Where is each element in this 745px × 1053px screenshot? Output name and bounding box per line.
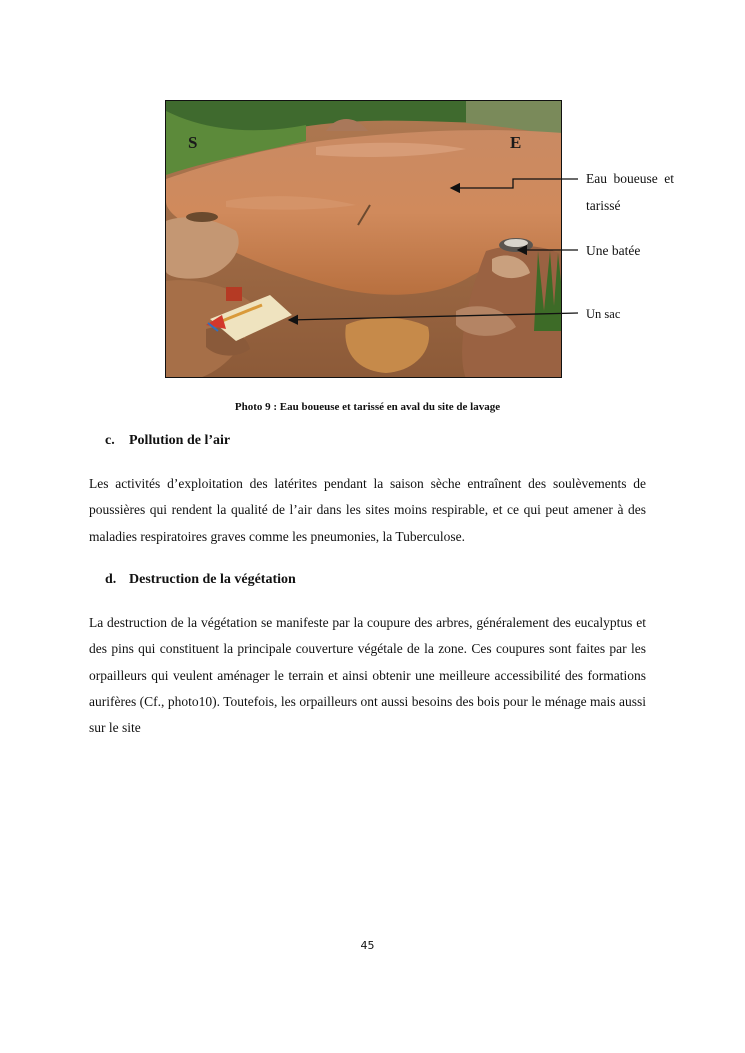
section-title: Pollution de l’air [129,433,231,448]
paragraph-vegetation: La destruction de la végétation se manifeste par la coupure des arbres, généralement des eucalyptus et des pins qui constituent la principale couverture végétale de la zone. Ces coupures sont faites par les orpailleurs qui veulent aménager le terrain et ainsi obtenir une meilleure accessibilité des formations aurifères (Cf., photo10). Toutefois, les orpailleurs ont aussi besoins des bois pour le ménage mais aussi sur le site [89,615,646,736]
arrow-sac [289,313,578,320]
section-label: c. [105,433,115,448]
page-number: 45 [360,939,375,952]
section-title: Destruction de la végétation [129,572,296,587]
section-label: d. [105,572,117,587]
annotation-sac: Un sac [586,307,621,321]
section-heading-vegetation [105,572,296,588]
annotation-water: Eau boueuse et tarissé [586,171,674,213]
photo-label-right: E [510,133,522,152]
arrow-water [451,179,578,188]
section-heading-air [105,433,230,449]
figure-caption: Photo 9 : Eau boueuse et tarissé en aval du site de lavage [234,401,501,413]
annotation-batee: Une batée [586,243,641,258]
paragraph-air: Les activités d’exploitation des latérites pendant la saison sèche entraînent des soulèvements de poussières qui rendent la qualité de l’air dans les sites moins respirable, et ce qui peut amener à des maladies respiratoires graves comme les pneumonies, la Tuberculose. [89,476,646,544]
photo-label-left: S [188,133,198,152]
